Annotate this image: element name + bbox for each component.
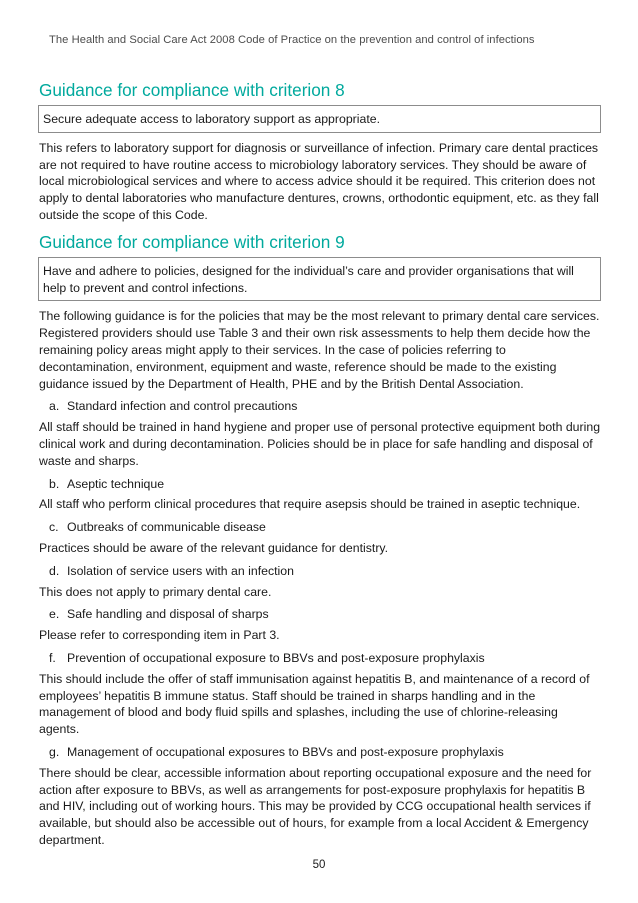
page-content [39,72,601,849]
criterion-9-intro: The following guidance is for the policies that may be the most relevant to primary dental care services. Registered providers should use Table 3 and their own risk assessments to help them decide how the remaining policy areas might apply to their services. In the case of policies referring to decontamination, environment, equipment and waste, reference should be made to the existing guidance issued by the Department of Health, PHE and by the British Dental Association. [39,309,600,391]
list-item-f-text: This should include the offer of staff immunisation against hepatitis B, and maintenance of a record of employees’ hepatitis B immune status. Staff should be trained in sharps handling and in the management of blood and body fluid spills and splashes, including the use of chlorine-releasing agents. [39,671,590,737]
list-item-b: b. Aseptic technique [49,476,165,491]
list-item-e: e. Safe handling and disposal of sharps [49,607,269,622]
list-item-c: c. Outbreaks of communicable disease [49,520,266,535]
list-item-g-text: There should be clear, accessible information about reporting occupational exposure and the need for action after exposure to BBVs, as well as arrangements for post-exposure prophylaxis for hepatitis B and HIV, including out of working hours. This may be provided by CCG occupational health services if available, but should also be accessible out of hours, for example from a local Accident & Emergency department. [39,765,592,847]
list-item-e-text: Please refer to corresponding item in Part 3. [39,628,280,643]
list-item-g: g. Management of occupational exposures to BBVs and post-exposure prophylaxis [49,744,504,759]
list-item-c-text: Practices should be aware of the relevant guidance for dentistry. [39,540,389,555]
list-item-f: f. Prevention of occupational exposure to BBVs and post-exposure prophylaxis [49,650,485,665]
running-header: The Health and Social Care Act 2008 Code of Practice on the prevention and control of infections [49,34,535,46]
criterion-9-box: Have and adhere to policies, designed for the individual’s care and provider organisations that will help to prevent and control infections. [38,257,601,302]
criterion-9-heading: Guidance for compliance with criterion 9 [39,231,345,252]
list-item-b-text: All staff who perform clinical procedures that require asepsis should be trained in aseptic technique. [39,497,581,512]
list-item-d: d. Isolation of service users with an infection [49,563,294,578]
criterion-8-body: This refers to laboratory support for diagnosis or surveillance of infection. Primary care dental practices are not required to have routine access to microbiology laboratory services. They should be aware of local microbiological services and where to access advice should it be required. This criterion does not apply to dental laboratories who manufacture dentures, crowns, orthodontic equipment, etc. as they fall outside the scope of this Code. [39,140,599,222]
list-item-a-text: All staff should be trained in hand hygiene and proper use of personal protective equipment both during clinical work and during decontamination. Policies should be in place for safe handling and disposal of waste and sharps. [39,420,601,468]
criterion-8-box: Secure adequate access to laboratory support as appropriate. [38,105,601,133]
page-number: 50 [312,859,326,871]
list-item-a: a. Standard infection and control precautions [49,399,298,414]
list-item-d-text: This does not apply to primary dental care. [39,584,272,599]
criterion-8-heading: Guidance for compliance with criterion 8 [39,80,345,100]
